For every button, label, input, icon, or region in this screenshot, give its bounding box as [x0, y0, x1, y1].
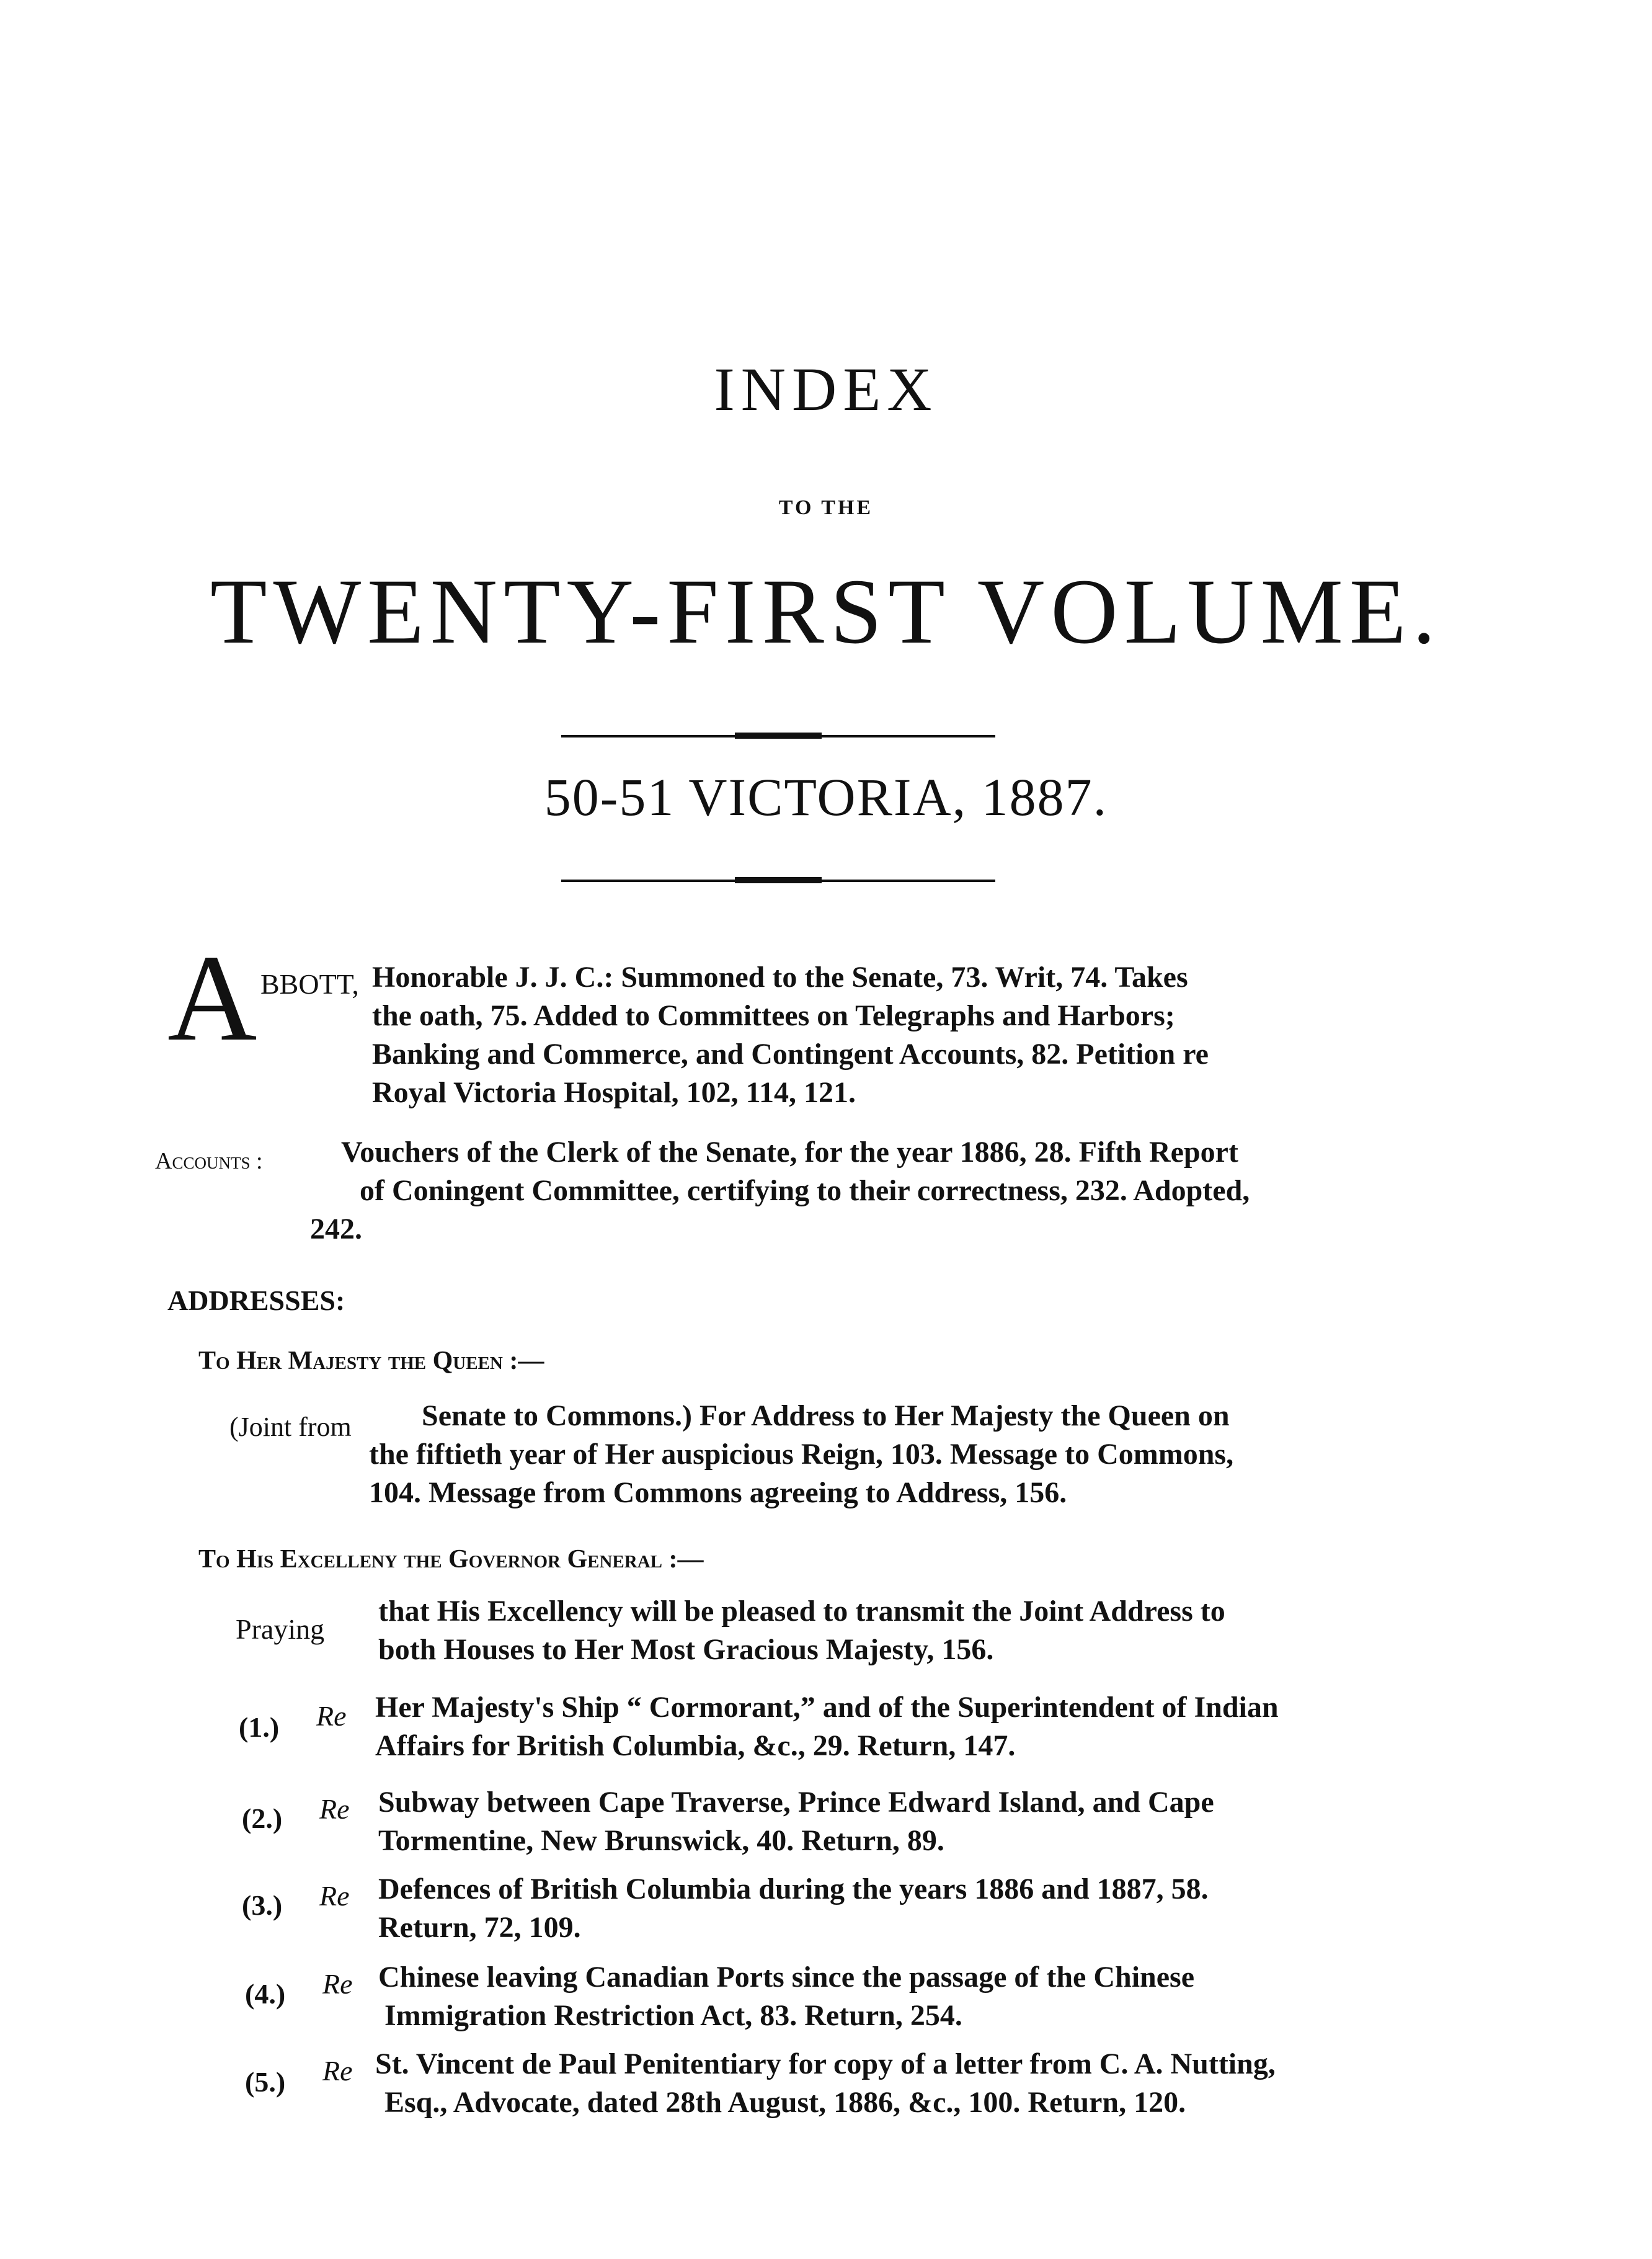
item-5-line-1: St. Vincent de Paul Penitentiary for copy of a letter from C. A. Nutting, [375, 2047, 1276, 2080]
accounts-line-1: Vouchers of the Clerk of the Senate, for the year 1886, 28. Fifth Report [341, 1136, 1238, 1169]
to-the-label: TO THE [778, 496, 874, 519]
queen-line-1: Senate to Commons.) For Address to Her Majesty the Queen on [422, 1399, 1230, 1432]
item-4-number: (4.) [245, 1978, 286, 2010]
item-3-number: (3.) [242, 1889, 283, 1921]
item-4-re: Re [322, 1968, 353, 2000]
item-4-line-1: Chinese leaving Canadian Ports since the passage of the Chinese [378, 1961, 1195, 1994]
item-1-line-1: Her Majesty's Ship “ Cormorant,” and of the Superintendent of Indian [375, 1691, 1279, 1724]
abbott-name: BBOTT, [260, 968, 359, 1000]
praying-line-2: both Houses to Her Most Gracious Majesty, 156. [378, 1633, 994, 1666]
item-2-re: Re [319, 1793, 350, 1825]
accounts-line-3: 242. [310, 1213, 362, 1245]
praying-line-1: that His Excellency will be pleased to transmit the Joint Address to [378, 1595, 1225, 1628]
accounts-line-2: of Coningent Committee, certifying to their correctness, 232. Adopted, [360, 1174, 1250, 1207]
index-title: INDEX [714, 355, 938, 424]
addresses-heading: ADDRESSES: [167, 1285, 345, 1316]
item-5-line-2: Esq., Advocate, dated 28th August, 1886, &c., 100. Return, 120. [384, 2086, 1186, 2119]
item-1-re: Re [316, 1700, 347, 1732]
volume-title: TWENTY-FIRST VOLUME. [210, 560, 1442, 663]
item-5-number: (5.) [245, 2066, 286, 2098]
session-subtitle: 50-51 VICTORIA, 1887. [544, 767, 1108, 827]
praying-label: Praying [236, 1613, 325, 1645]
item-1-line-2: Affairs for British Columbia, &c., 29. Return, 147. [375, 1729, 1016, 1762]
abbott-line-2: the oath, 75. Added to Committees on Telegraphs and Harbors; [372, 999, 1175, 1032]
item-3-line-1: Defences of British Columbia during the years 1886 and 1887, 58. [378, 1873, 1209, 1905]
governor-heading: To His Excelleny the Governor General :— [198, 1545, 704, 1574]
divider-rule-bottom [561, 880, 995, 882]
abbott-line-3: Banking and Commerce, and Contingent Accounts, 82. Petition re [372, 1038, 1209, 1071]
item-2-line-2: Tormentine, New Brunswick, 40. Return, 89. [378, 1824, 944, 1857]
item-2-line-1: Subway between Cape Traverse, Prince Edward Island, and Cape [378, 1786, 1214, 1819]
item-4-line-2: Immigration Restriction Act, 83. Return, 254. [384, 1999, 962, 2032]
abbott-line-1: Honorable J. J. C.: Summoned to the Senate, 73. Writ, 74. Takes [372, 961, 1188, 994]
item-3-line-2: Return, 72, 109. [378, 1911, 581, 1944]
accounts-label: Accounts : [155, 1148, 263, 1174]
item-3-re: Re [319, 1880, 350, 1912]
abbott-line-4: Royal Victoria Hospital, 102, 114, 121. [372, 1076, 856, 1109]
queen-line-3: 104. Message from Commons agreeing to Address, 156. [369, 1476, 1067, 1509]
divider-rule-top [561, 735, 995, 737]
drop-cap-letter: A [167, 930, 257, 1067]
queen-heading: To Her Majesty the Queen :— [198, 1347, 544, 1375]
queen-joint-label: (Joint from [229, 1412, 352, 1442]
item-2-number: (2.) [242, 1802, 283, 1834]
item-5-re: Re [322, 2055, 353, 2087]
item-1-number: (1.) [239, 1711, 280, 1743]
queen-line-2: the fiftieth year of Her auspicious Reign, 103. Message to Commons, [369, 1438, 1234, 1471]
